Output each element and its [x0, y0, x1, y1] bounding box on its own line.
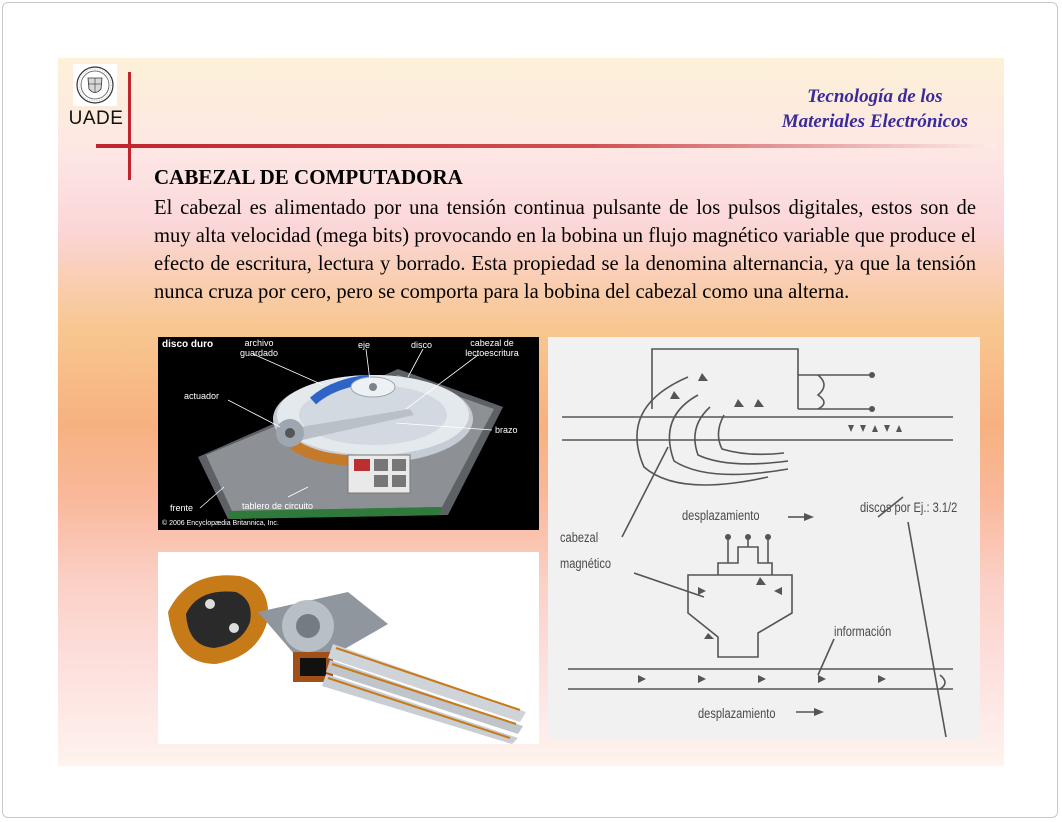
vertical-accent-line	[128, 72, 131, 180]
body-paragraph: El cabezal es alimentado por una tensión continua pulsante de los pulsos digitales, estos son de muy alta velocidad (mega bits) provocando en la bobina un flujo magnético variable que produce el efecto de escritura, lectura y borrado. Esta propiedad se la denomina alternancia, ya que la tensión nunca cruza por cero, pero se comporta para la bobina del cabezal como una alterna.	[154, 197, 976, 303]
hard-disk-drawing	[158, 337, 539, 530]
label-cabezal: cabezal	[560, 530, 599, 545]
label-cabezal-lectoescritura: cabezal de lectoescritura	[465, 338, 519, 358]
label-actuador: actuador	[184, 391, 220, 401]
university-seal-icon	[73, 64, 117, 106]
course-title-line-2: Materiales Electrónicos	[781, 111, 968, 132]
head-stack-drawing	[158, 552, 539, 744]
label-desplazamiento-bottom: desplazamiento	[698, 706, 776, 721]
course-title	[782, 84, 968, 134]
label-magnetico: magnético	[560, 556, 612, 571]
horizontal-accent-line	[96, 144, 996, 148]
label-brazo: brazo	[495, 425, 518, 435]
label-credit: © 2006 Encyclopædia Britannica, Inc.	[162, 520, 279, 527]
magnetic-head-diagram	[548, 337, 980, 739]
label-frente: frente	[170, 503, 194, 513]
label-desplazamiento-top: desplazamiento	[682, 508, 760, 523]
course-title-line-1: Tecnología de los	[807, 86, 943, 107]
label-disco: disco	[411, 340, 433, 350]
head-stack-photo	[158, 552, 539, 744]
label-informacion: información	[834, 624, 892, 639]
label-discos-por-ej: discos por Ej.: 3.1/2	[860, 500, 958, 515]
label-eje: eje	[358, 340, 371, 350]
magnetic-head-drawing	[548, 337, 980, 739]
hard-disk-illustration	[158, 337, 539, 530]
slide-heading: CABEZAL DE COMPUTADORA	[154, 165, 463, 189]
label-disco-duro: disco duro	[162, 339, 214, 350]
uade-logo	[68, 64, 124, 132]
label-archivo-guardado: archivo guardado	[239, 338, 279, 358]
logo-text: UADE	[68, 108, 124, 129]
label-tablero-circuito: tablero de circuito	[242, 501, 314, 511]
